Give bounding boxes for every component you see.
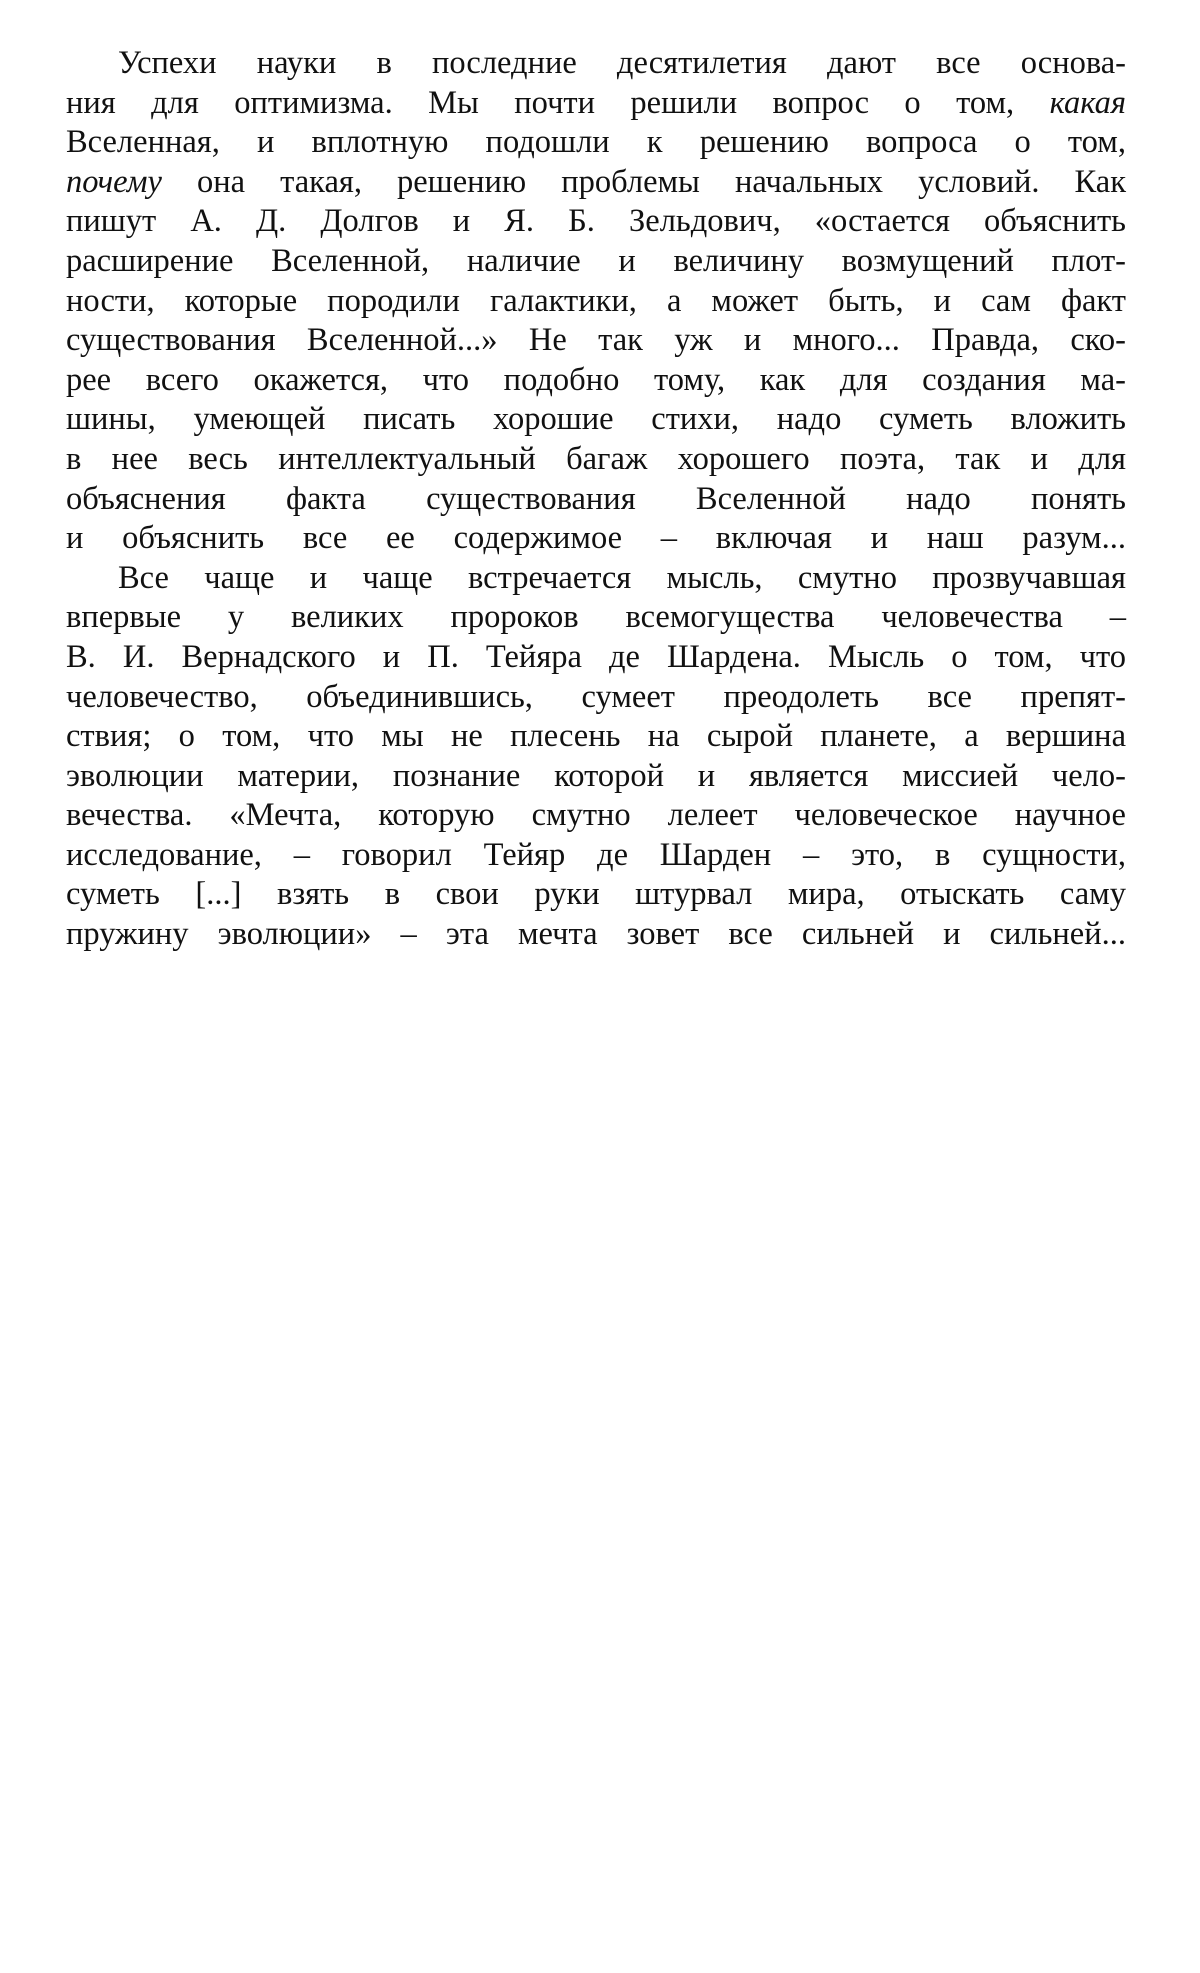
text-segment: В. И. Вернадского и П. Тейяра де Шардена. Мысль о том, что bbox=[66, 638, 1126, 675]
text-segment: человечество, объединившись, сумеет преодолеть все препят- bbox=[66, 678, 1126, 715]
text-line bbox=[66, 757, 1126, 797]
body-text bbox=[66, 44, 1126, 955]
text-line bbox=[66, 84, 1126, 124]
text-line bbox=[66, 123, 1126, 163]
text-line bbox=[66, 202, 1126, 242]
text-segment: впервые у великих пророков всемогущества человечества – bbox=[66, 599, 1126, 636]
text-segment: рее всего окажется, что подобно тому, как для создания ма- bbox=[66, 361, 1126, 398]
text-line bbox=[66, 321, 1126, 361]
text-segment: шины, умеющей писать хорошие стихи, надо суметь вложить bbox=[66, 401, 1126, 438]
text-line bbox=[66, 282, 1126, 322]
text-segment: исследование, – говорил Тейяр де Шарден – это, в сущности, bbox=[66, 836, 1126, 873]
text-segment: вечества. «Мечта, которую смутно лелеет человеческое научное bbox=[66, 797, 1126, 834]
text-line bbox=[66, 44, 1126, 84]
paragraph bbox=[66, 559, 1126, 955]
text-line bbox=[66, 678, 1126, 718]
text-line bbox=[66, 440, 1126, 480]
text-line bbox=[66, 519, 1126, 559]
text-segment: расширение Вселенной, наличие и величину возмущений плот- bbox=[66, 242, 1126, 279]
text-segment: ствия; о том, что мы не плесень на сырой планете, а вершина bbox=[66, 718, 1126, 755]
italic-word: какая bbox=[1049, 84, 1126, 121]
text-line bbox=[66, 638, 1126, 678]
text-line bbox=[66, 480, 1126, 520]
text-segment: она такая, решению проблемы начальных условий. Как bbox=[161, 163, 1126, 200]
text-segment: существования Вселенной...» Не так уж и много... Правда, ско- bbox=[66, 322, 1126, 359]
italic-word: почему bbox=[66, 163, 162, 200]
text-segment: пишут А. Д. Долгов и Я. Б. Зельдович, «остается объяснить bbox=[66, 203, 1126, 240]
text-segment: ния для оптимизма. Мы почти решили вопрос о том, bbox=[66, 84, 1050, 121]
text-line bbox=[66, 598, 1126, 638]
text-line bbox=[66, 836, 1126, 876]
text-segment: ности, которые породили галактики, а может быть, и сам факт bbox=[66, 282, 1126, 319]
text-segment: Вселенная, и вплотную подошли к решению вопроса о том, bbox=[66, 124, 1126, 161]
text-segment: суметь [...] взять в свои руки штурвал мира, отыскать саму bbox=[66, 876, 1126, 913]
text-line bbox=[66, 361, 1126, 401]
text-line bbox=[66, 875, 1126, 915]
text-segment: Успехи науки в последние десятилетия дают все основа- bbox=[118, 45, 1126, 81]
text-segment: эволюции материи, познание которой и является миссией чело- bbox=[66, 757, 1126, 794]
text-segment: Все чаще и чаще встречается мысль, смутно прозвучавшая bbox=[118, 559, 1126, 596]
text-segment: объяснения факта существования Вселенной надо понять bbox=[66, 480, 1126, 517]
text-segment: в нее весь интеллектуальный багаж хорошего поэта, так и для bbox=[66, 440, 1126, 477]
text-segment: пружину эволюции» – эта мечта зовет все сильней и сильней... bbox=[66, 916, 1126, 953]
text-line bbox=[66, 163, 1126, 203]
paragraph bbox=[66, 44, 1126, 559]
text-line bbox=[66, 717, 1126, 757]
text-line bbox=[66, 559, 1126, 599]
text-line bbox=[66, 400, 1126, 440]
text-line bbox=[66, 796, 1126, 836]
text-line bbox=[66, 242, 1126, 282]
text-segment: и объяснить все ее содержимое – включая и наш разум... bbox=[66, 520, 1126, 557]
text-line bbox=[66, 915, 1126, 955]
